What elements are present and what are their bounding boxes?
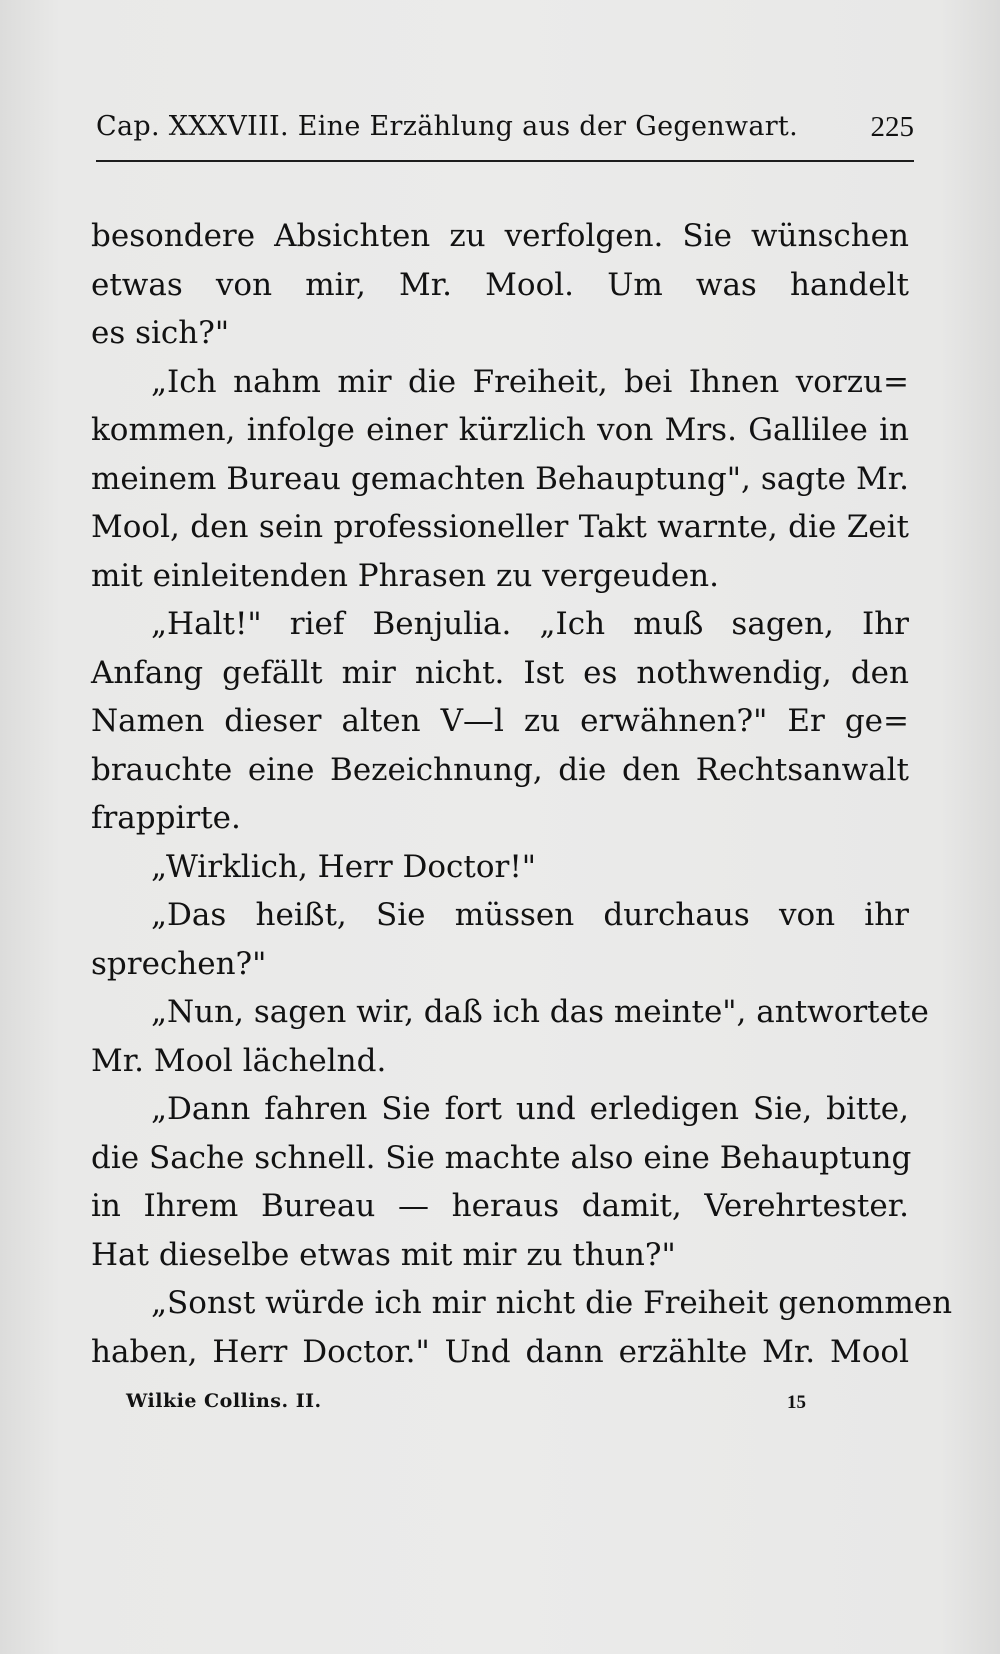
running-head: [96, 105, 914, 149]
text-line: in Ihrem Bureau — heraus damit, Verehrtester.: [91, 1188, 909, 1224]
text-line: es sich?": [91, 315, 230, 351]
text-line: „Dann fahren Sie fort und erledigen Sie, bitte,: [151, 1091, 909, 1127]
text-line: brauchte eine Bezeichnung, die den Rechtsanwalt: [91, 751, 909, 788]
text-line: „Sonst würde ich mir nicht die Freiheit genommen: [151, 1285, 953, 1321]
header-rule: [96, 160, 914, 162]
text-line: Anfang gefällt mir nicht. Ist es nothwendig, den: [91, 654, 909, 691]
text-line: Namen dieser alten V—l zu erwähnen?" Er ge=: [91, 703, 909, 739]
text-line: Mool, den sein professioneller Takt warnte, die Zeit: [91, 509, 909, 545]
text-line: „Nun, sagen wir, daß ich das meinte", antwortete: [151, 994, 929, 1030]
text-line: haben, Herr Doctor." Und dann erzählte Mr. Mool: [91, 1333, 909, 1370]
text-line: Mr. Mool lächelnd.: [91, 1042, 387, 1079]
text-line: frappirte.: [91, 800, 241, 836]
signature-mark: Wilkie Collins. II.: [126, 1390, 322, 1412]
text-line: Hat dieselbe etwas mit mir zu thun?": [91, 1236, 676, 1273]
running-head-title: Cap. XXXVIII. Eine Erzählung aus der Gegenwart.: [96, 111, 798, 142]
sheet-number: 15: [787, 1392, 806, 1413]
body-text: [91, 212, 953, 1376]
text-line: meinem Bureau gemachten Behauptung", sagte Mr.: [91, 460, 909, 497]
text-line: „Das heißt, Sie müssen durchaus von ihr: [151, 897, 909, 933]
text-line: „Wirklich, Herr Doctor!": [151, 848, 537, 885]
text-line: kommen, infolge einer kürzlich von Mrs. Gallilee in: [91, 412, 909, 448]
text-line: etwas von mir, Mr. Mool. Um was handelt: [91, 266, 909, 303]
text-line: besondere Absichten zu verfolgen. Sie wünschen: [91, 218, 909, 254]
text-line: mit einleitenden Phrasen zu vergeuden.: [91, 557, 719, 594]
text-line: „Halt!" rief Benjulia. „Ich muß sagen, Ihr: [151, 606, 909, 642]
text-line: „Ich nahm mir die Freiheit, bei Ihnen vorzu=: [151, 363, 909, 400]
page-number: 225: [870, 111, 914, 143]
text-line: die Sache schnell. Sie machte also eine Behauptung: [91, 1139, 912, 1176]
text-line: sprechen?": [91, 945, 267, 982]
page-footer: [126, 1390, 806, 1430]
